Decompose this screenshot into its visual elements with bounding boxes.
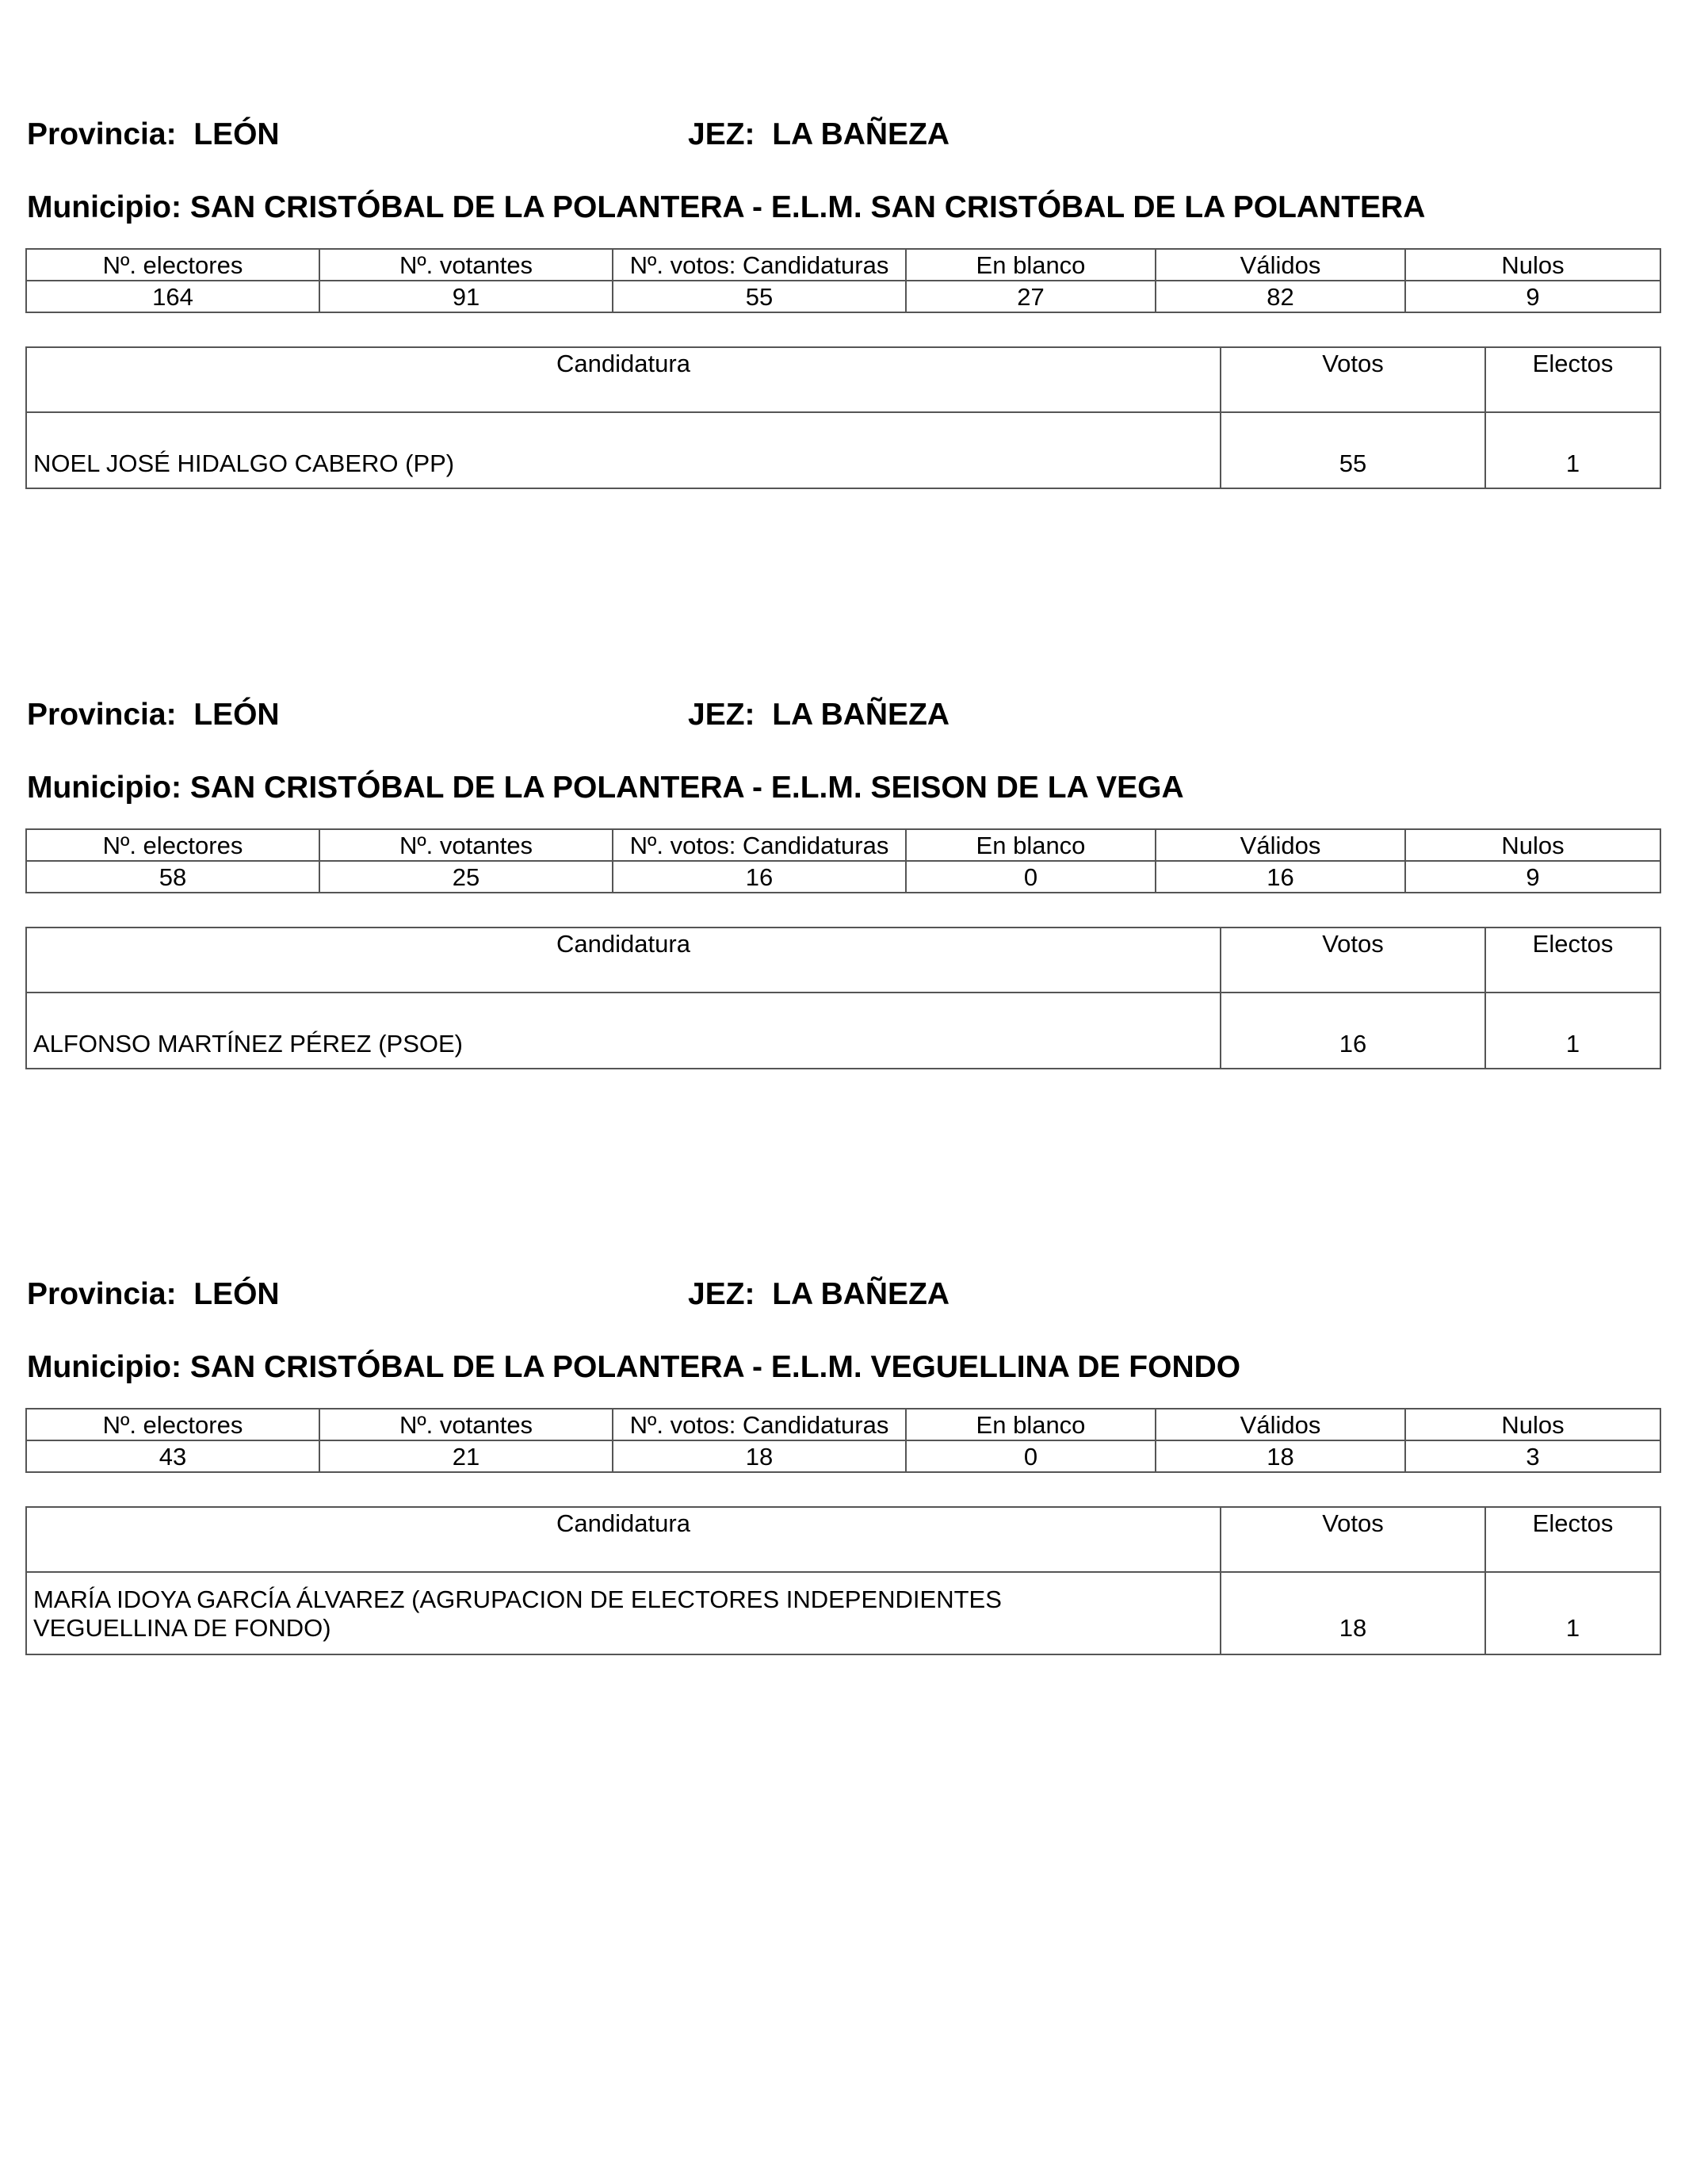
stats-header-cell: Nº. votantes (319, 1409, 613, 1440)
candidate-votes: 18 (1221, 1572, 1485, 1654)
municipio-header: Municipio: SAN CRISTÓBAL DE LA POLANTERA - E.L.M. SEISON DE LA VEGA (27, 771, 1184, 805)
candidate-elected: 1 (1485, 1572, 1660, 1654)
stats-header-cell: Nº. votantes (319, 249, 613, 281)
electos-header: Electos (1485, 1507, 1660, 1572)
municipio-header: Municipio: SAN CRISTÓBAL DE LA POLANTERA - E.L.M. SAN CRISTÓBAL DE LA POLANTERA (27, 190, 1426, 224)
stats-header-cell: Nº. votos: Candidaturas (613, 1409, 906, 1440)
stats-header-cell: Nº. votos: Candidaturas (613, 829, 906, 861)
stats-value-cell: 164 (26, 281, 319, 312)
jez-value: LA BAÑEZA (772, 117, 950, 151)
stats-header-cell: Nulos (1405, 249, 1660, 281)
candidate-row (26, 412, 1660, 488)
stats-header-cell: Válidos (1156, 829, 1405, 861)
stats-header-cell: En blanco (906, 829, 1156, 861)
election-section-1 (25, 117, 1660, 513)
stats-value-cell: 82 (1156, 281, 1405, 312)
municipio-header: Municipio: SAN CRISTÓBAL DE LA POLANTERA - E.L.M. VEGUELLINA DE FONDO (27, 1350, 1241, 1384)
candidate-name-line-1: MARÍA IDOYA GARCÍA ÁLVAREZ (AGRUPACION DE ELECTORES INDEPENDIENTES (33, 1585, 1002, 1613)
stats-value-cell: 58 (26, 861, 319, 893)
stats-value-cell: 91 (319, 281, 613, 312)
stats-header-cell: En blanco (906, 1409, 1156, 1440)
stats-value-cell: 9 (1405, 861, 1660, 893)
stats-header-cell: Nulos (1405, 829, 1660, 861)
stats-header-row (26, 829, 1660, 861)
stats-value-row (26, 281, 1660, 312)
jez-header: JEZ: LA BAÑEZA (688, 698, 950, 732)
stats-value-row (26, 1440, 1660, 1472)
provincia-value: LEÓN (193, 698, 280, 732)
candidate-elected: 1 (1485, 993, 1660, 1069)
stats-value-cell: 21 (319, 1440, 613, 1472)
provincia-value: LEÓN (193, 1277, 280, 1311)
provincia-header: Provincia: LEÓN (27, 1277, 280, 1311)
municipio-value: SAN CRISTÓBAL DE LA POLANTERA - E.L.M. VEGUELLINA DE FONDO (189, 1350, 1241, 1384)
candidates-table (25, 927, 1661, 1069)
election-section-2 (25, 697, 1660, 1093)
candidates-header-row (26, 1507, 1660, 1572)
candidatura-header: Candidatura (26, 347, 1221, 412)
candidates-table (25, 1506, 1661, 1655)
candidate-name: ALFONSO MARTÍNEZ PÉREZ (PSOE) (26, 993, 1221, 1069)
candidates-header-row (26, 928, 1660, 993)
stats-value-cell: 43 (26, 1440, 319, 1472)
electos-header: Electos (1485, 928, 1660, 993)
candidate-name (26, 1572, 1221, 1654)
candidate-name-line-2: VEGUELLINA DE FONDO) (33, 1614, 331, 1642)
jez-value: LA BAÑEZA (772, 698, 950, 732)
provincia-header: Provincia: LEÓN (27, 698, 280, 732)
electos-header: Electos (1485, 347, 1660, 412)
stats-value-cell: 18 (1156, 1440, 1405, 1472)
stats-value-row (26, 861, 1660, 893)
votos-header: Votos (1221, 347, 1485, 412)
stats-value-cell: 0 (906, 1440, 1156, 1472)
municipio-value: SAN CRISTÓBAL DE LA POLANTERA - E.L.M. SEISON DE LA VEGA (189, 771, 1184, 805)
stats-header-cell: Válidos (1156, 1409, 1405, 1440)
stats-value-cell: 25 (319, 861, 613, 893)
jez-header: JEZ: LA BAÑEZA (688, 1277, 950, 1311)
candidate-row (26, 993, 1660, 1069)
provincia-value: LEÓN (193, 117, 280, 151)
stats-header-cell: Nº. electores (26, 1409, 319, 1440)
candidate-votes: 55 (1221, 412, 1485, 488)
stats-table (25, 828, 1661, 893)
stats-value-cell: 55 (613, 281, 906, 312)
stats-header-row (26, 249, 1660, 281)
candidate-row (26, 1572, 1660, 1654)
stats-value-cell: 9 (1405, 281, 1660, 312)
stats-value-cell: 3 (1405, 1440, 1660, 1472)
stats-value-cell: 27 (906, 281, 1156, 312)
jez-header: JEZ: LA BAÑEZA (688, 117, 950, 151)
candidatura-header: Candidatura (26, 928, 1221, 993)
jez-value: LA BAÑEZA (772, 1277, 950, 1311)
election-section-3 (25, 1276, 1660, 1673)
candidates-table (25, 346, 1661, 489)
stats-header-cell: Nº. votantes (319, 829, 613, 861)
candidatura-header: Candidatura (26, 1507, 1221, 1572)
candidate-name: NOEL JOSÉ HIDALGO CABERO (PP) (26, 412, 1221, 488)
stats-value-cell: 18 (613, 1440, 906, 1472)
stats-header-cell: Nº. votos: Candidaturas (613, 249, 906, 281)
stats-header-row (26, 1409, 1660, 1440)
stats-value-cell: 16 (613, 861, 906, 893)
candidate-votes: 16 (1221, 993, 1485, 1069)
stats-table (25, 1408, 1661, 1473)
municipio-value: SAN CRISTÓBAL DE LA POLANTERA - E.L.M. SAN CRISTÓBAL DE LA POLANTERA (189, 190, 1426, 224)
candidate-elected: 1 (1485, 412, 1660, 488)
stats-table (25, 248, 1661, 313)
provincia-header: Provincia: LEÓN (27, 117, 280, 151)
stats-header-cell: Válidos (1156, 249, 1405, 281)
stats-value-cell: 0 (906, 861, 1156, 893)
votos-header: Votos (1221, 1507, 1485, 1572)
stats-header-cell: En blanco (906, 249, 1156, 281)
stats-header-cell: Nº. electores (26, 829, 319, 861)
stats-header-cell: Nº. electores (26, 249, 319, 281)
candidates-header-row (26, 347, 1660, 412)
stats-value-cell: 16 (1156, 861, 1405, 893)
stats-header-cell: Nulos (1405, 1409, 1660, 1440)
votos-header: Votos (1221, 928, 1485, 993)
